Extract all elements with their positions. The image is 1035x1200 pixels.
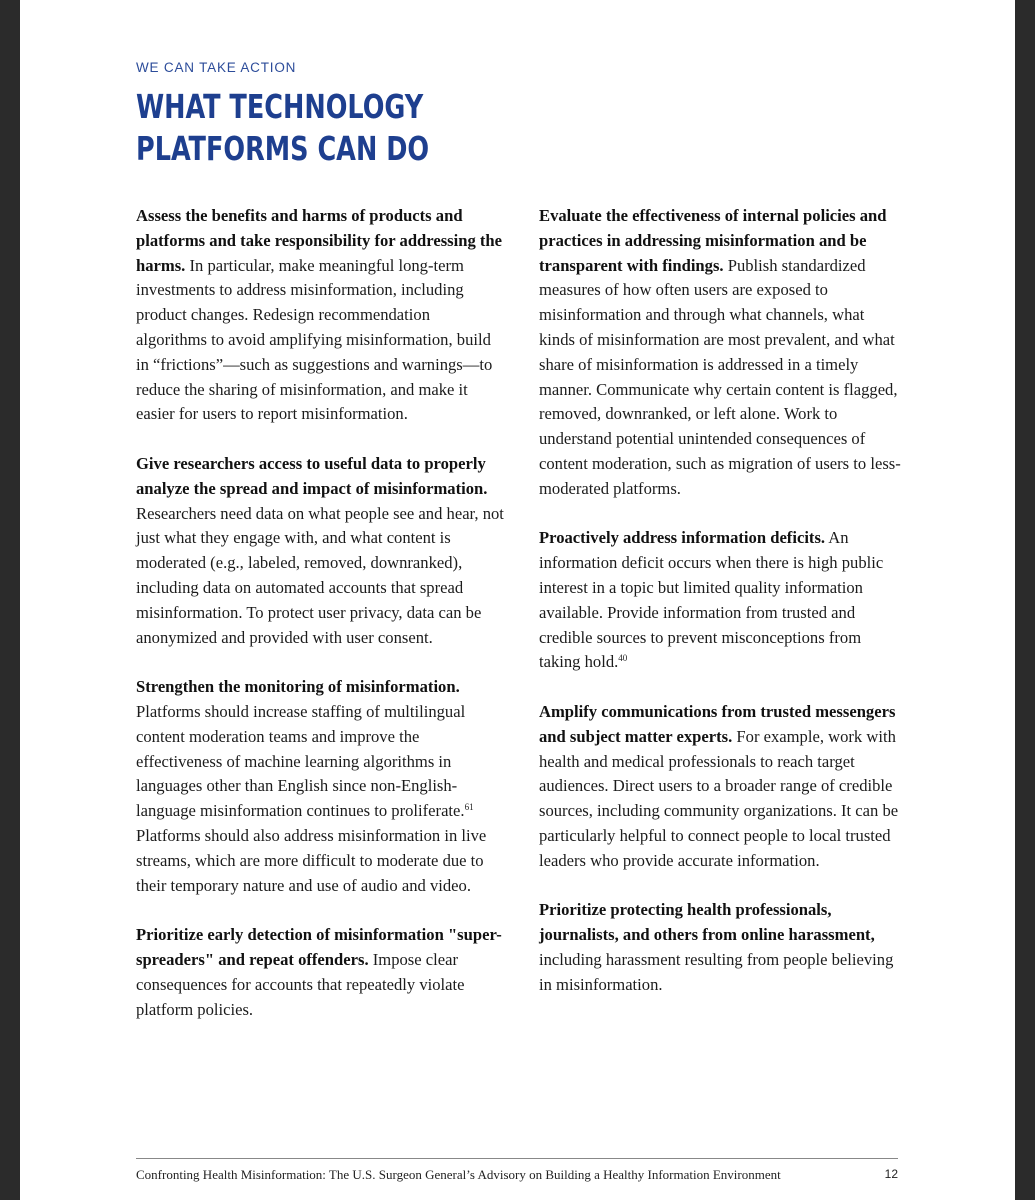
page-footer: [136, 1167, 898, 1183]
left-column: [136, 204, 504, 1047]
right-column: [539, 204, 903, 1022]
recommendation-body: In particular, make meaningful long-term investments to address misinformation, including product changes. Redesign recommendation algorithms to avoid amplifying misinformation, build in “frictions”—such as suggestions and warnings—to reduce the sharing of misinformation, and make it easier for users to report misinformation.: [136, 255, 493, 424]
recommendation-body: Platforms should increase staffing of multilingual content moderation teams and improve the effectiveness of machine learning algorithms in languages other than English since non-English-language misinformation continues to proliferate.: [136, 701, 466, 821]
recommendation-heading: Give researchers access to useful data to properly analyze the spread and impact of misinformation.: [136, 453, 488, 498]
recommendation-heading: Prioritize protecting health professionals, journalists, and others from online harassment,: [539, 900, 875, 945]
footnote-ref: 40: [618, 653, 628, 664]
recommendation-body: An information deficit occurs when there is high public interest in a topic but limited quality information available. Provide information from trusted and credible sources to prevent misconceptions from taking hold.: [539, 528, 884, 672]
recommendation-heading: Strengthen the monitoring of misinformation.: [136, 677, 460, 697]
recommendation-heading: Proactively address information deficits.: [539, 528, 826, 548]
recommendation-heading: Amplify communications from trusted messengers and subject matter experts.: [539, 701, 896, 746]
page-title-line-2: PLATFORMS CAN DO: [136, 129, 430, 168]
recommendation-assess-benefits: [136, 204, 504, 427]
recommendation-heading: Prioritize early detection of misinformation "super-spreaders" and repeat offenders.: [136, 925, 502, 969]
recommendation-body: Researchers need data on what people see and hear, not just what they engage with, and what content is moderated (e.g., labeled, removed, downranked), including data on automated accounts that spread misinformation. To protect user privacy, data can be anonymized and provided with user consent.: [136, 503, 504, 647]
recommendation-body: including harassment resulting from people believing in misinformation.: [539, 949, 894, 994]
recommendation-early-detection: [136, 923, 504, 1022]
recommendation-body: For example, work with health and medical professionals to reach target audiences. Direct users to a broader range of credible sources, including community organizations. It can be particularly helpful to connect people to local trusted leaders who provide accurate information.: [539, 726, 899, 870]
recommendation-researcher-access: [136, 452, 504, 650]
recommendation-body: Publish standardized measures of how often users are exposed to misinformation and through what channels, what kinds of misinformation are most prevalent, and what share of misinformation is addressed in a timely manner. Communicate why certain content is flagged, removed, downranked, or left alone. Work to understand potential unintended consequences of content moderation, such as migration of users to less-moderated platforms.: [539, 255, 901, 498]
page-number: 12: [884, 1167, 898, 1181]
recommendation-amplify-communications: [539, 700, 903, 874]
page-title-line-1: WHAT TECHNOLOGY: [136, 87, 424, 126]
recommendation-body-continued: Platforms should also address misinformation in live streams, which are more difficult to moderate due to their temporary nature and use of audio and video.: [136, 825, 487, 895]
recommendation-strengthen-monitoring: [136, 675, 504, 898]
document-page: [20, 0, 1015, 1200]
section-kicker: WE CAN TAKE ACTION: [136, 60, 297, 75]
recommendation-protect-professionals: [539, 898, 903, 997]
recommendation-information-deficits: [539, 526, 903, 675]
recommendation-body: Impose clear consequences for accounts that repeatedly violate platform policies.: [136, 949, 465, 1019]
page-title: [136, 86, 429, 170]
footnote-ref: 61: [464, 802, 474, 813]
recommendation-heading: Assess the benefits and harms of products and platforms and take responsibility for addressing the harms.: [136, 206, 503, 275]
recommendation-evaluate-effectiveness: [539, 204, 903, 502]
footer-title: Confronting Health Misinformation: The U.S. Surgeon General’s Advisory on Building a Healthy Information Environment: [136, 1167, 781, 1182]
footer-divider: [136, 1158, 898, 1159]
recommendation-heading: Evaluate the effectiveness of internal policies and practices in addressing misinformation and be transparent with findings.: [539, 206, 887, 275]
